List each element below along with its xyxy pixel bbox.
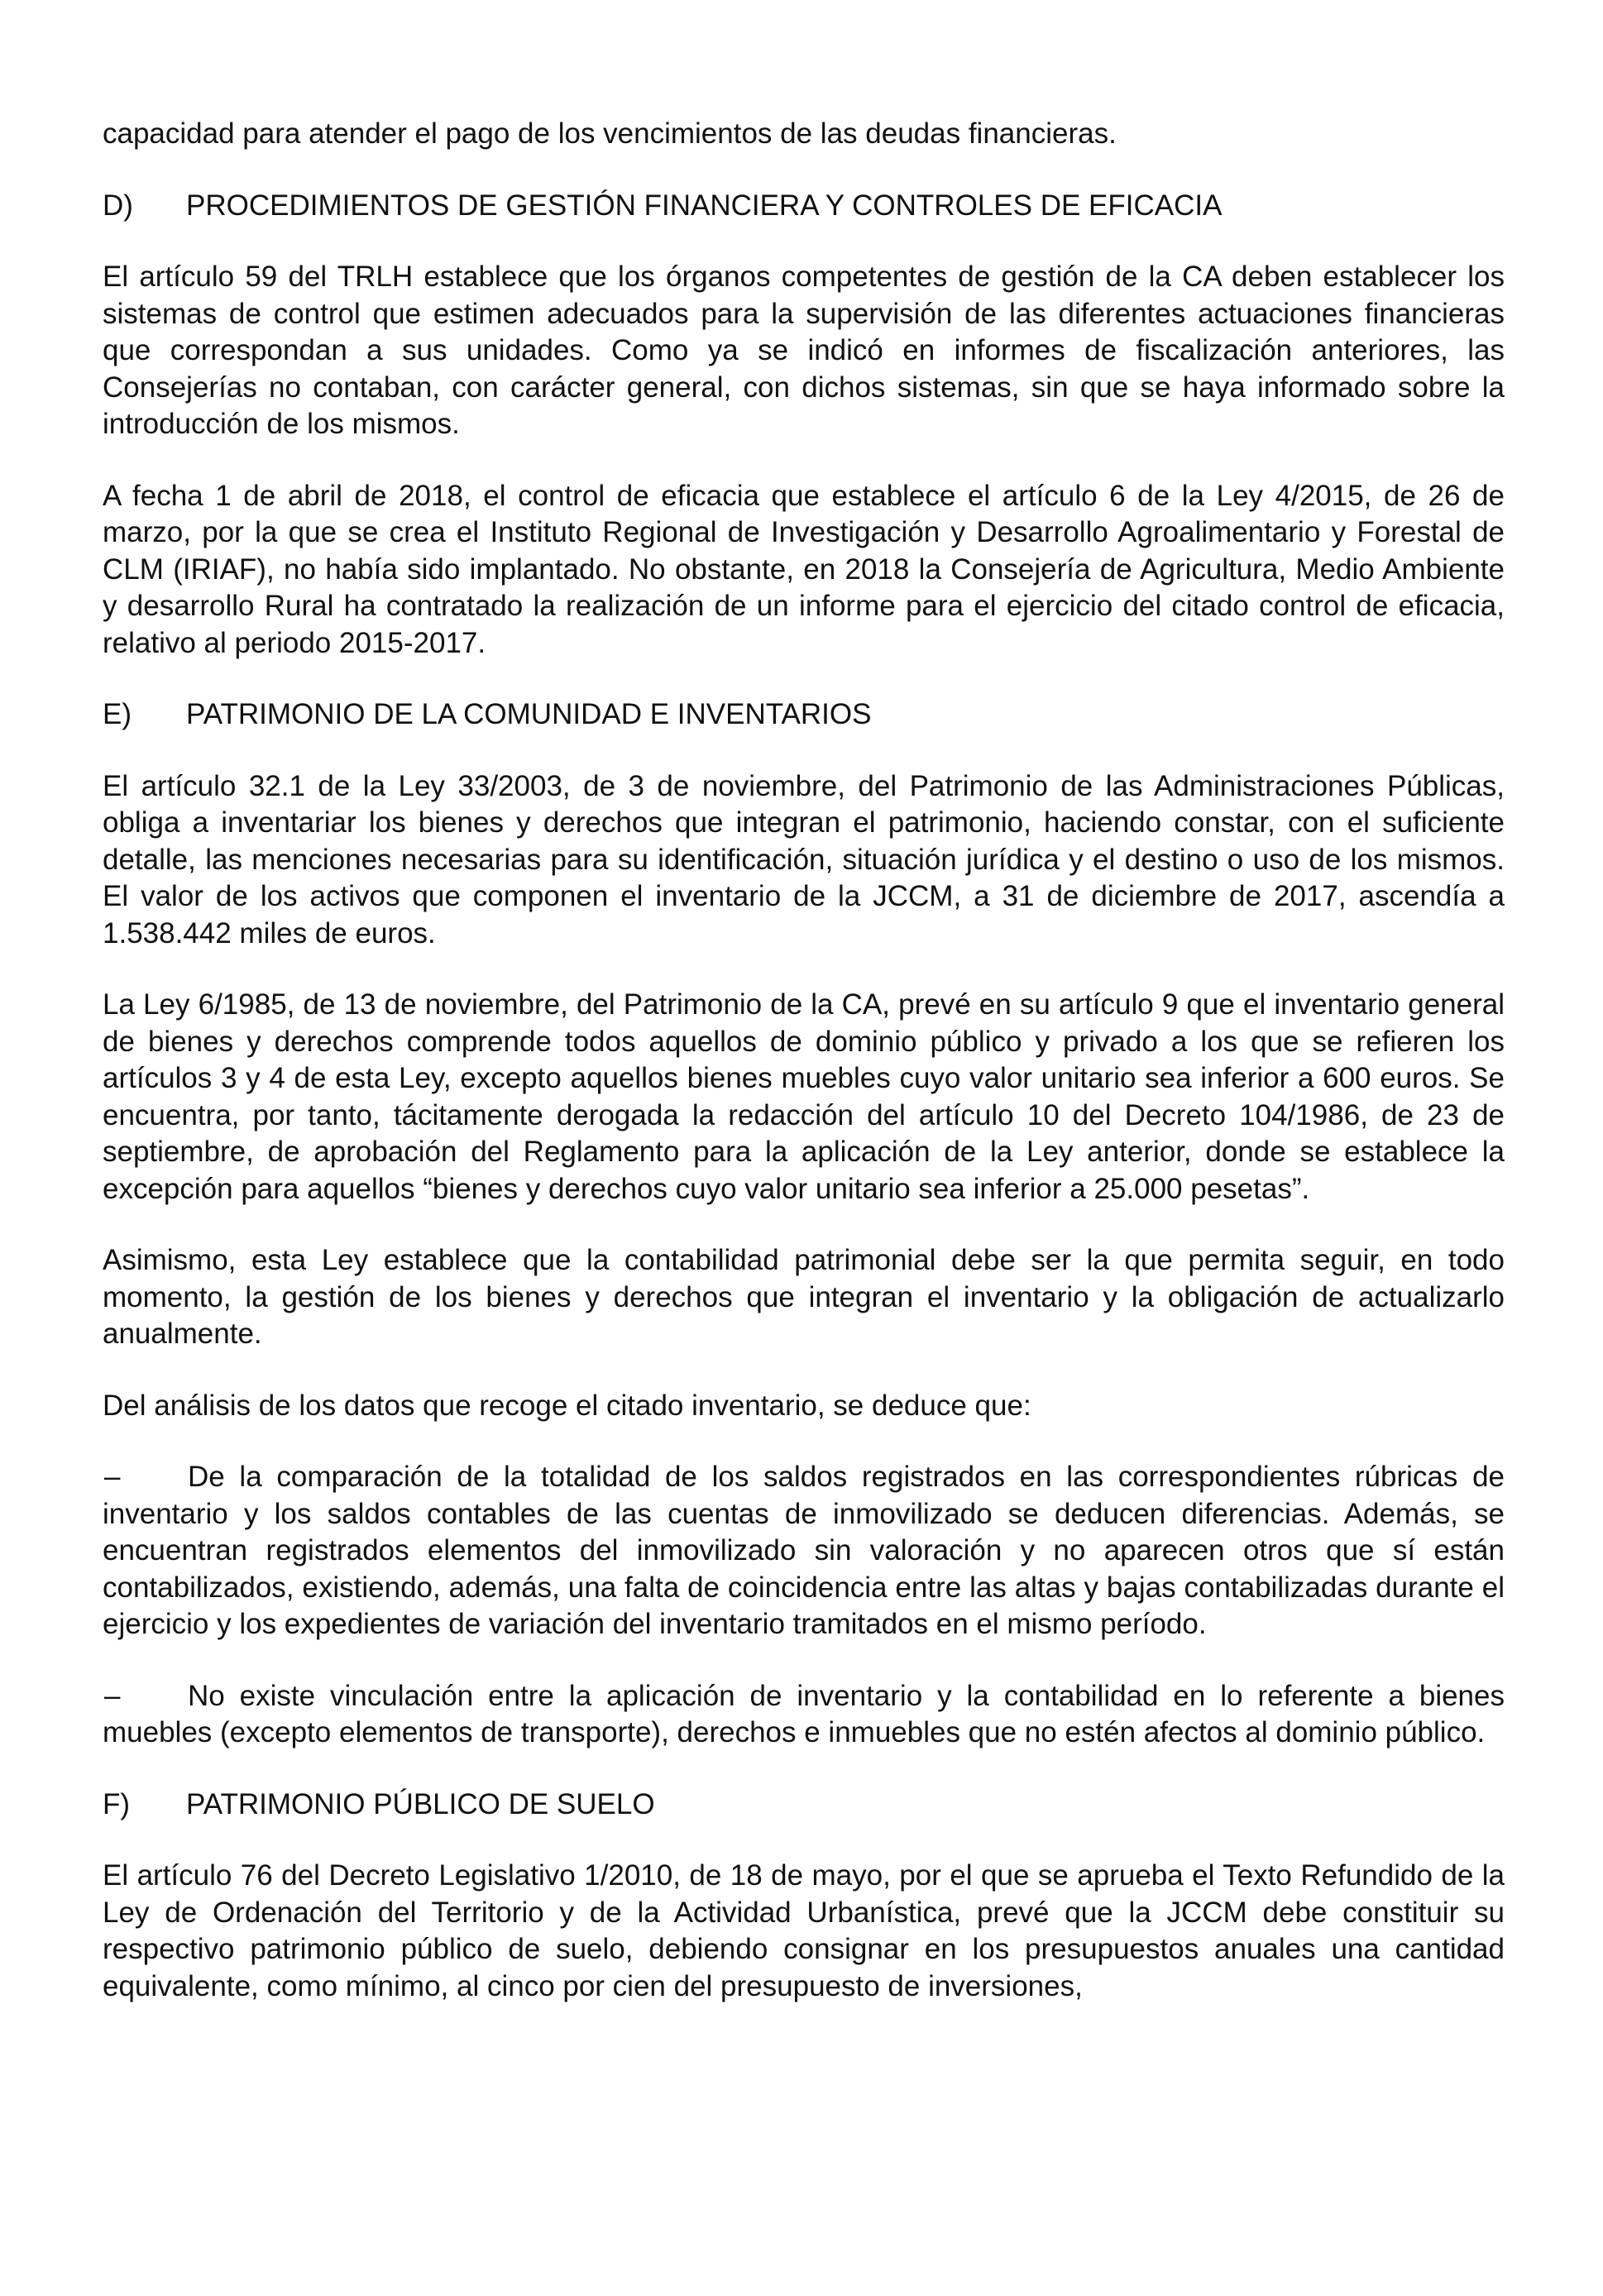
paragraph: La Ley 6/1985, de 13 de noviembre, del Patrimonio de la CA, prevé en su artículo 9 que el inventario general de bienes y derechos comprende todos aquellos de dominio público y privado a los que se refieren los artículos 3 y 4 de esta Ley, excepto aquellos bienes muebles cuyo valor unitario sea inferior a 600 euros. Se encuentra, por tanto, tácitamente derogada la redacción del artículo 10 del Decreto 104/1986, de 23 de septiembre, de aprobación del Reglamento para la aplicación de la Ley anterior, donde se establece la excepción para aquellos “bienes y derechos cuyo valor unitario sea inferior a 25.000 pesetas”.	[103, 988, 1505, 1205]
dash-bullet-icon: –	[104, 1679, 121, 1712]
paragraph: Del análisis de los datos que recoge el citado inventario, se deduce que:	[103, 1389, 1031, 1422]
section-letter: E)	[103, 698, 132, 730]
paragraph: Asimismo, esta Ley establece que la contabilidad patrimonial debe ser la que permita seguir, en todo momento, la gestión de los bienes y derechos que integran el inventario y la obligación de actualizarlo anualmente.	[103, 1244, 1505, 1350]
document-page	[103, 116, 1505, 2040]
section-title: PATRIMONIO DE LA COMUNIDAD E INVENTARIOS	[186, 698, 872, 730]
dash-bullet-icon: –	[104, 1461, 121, 1493]
paragraph: El artículo 59 del TRLH establece que los órganos competentes de gestión de la CA deben establecer los sistemas de control que estimen adecuados para la supervisión de las diferentes actuaciones financieras que correspondan a sus unidades. Como ya se indicó en informes de fiscalización anteriores, las Consejerías no contaban, con carácter general, con dichos sistemas, sin que se haya informado sobre la introducción de los mismos.	[103, 261, 1505, 440]
bullet-item	[103, 1459, 1505, 1643]
paragraph: A fecha 1 de abril de 2018, el control de eficacia que establece el artículo 6 de la Ley 4/2015, de 26 de marzo, por la que se crea el Instituto Regional de Investigación y Desarrollo Agroalimentario y Forestal de CLM (IRIAF), no había sido implantado. No obstante, en 2018 la Consejería de Agricultura, Medio Ambiente y desarrollo Rural ha contratado la realización de un informe para el ejercicio del citado control de eficacia, relativo al periodo 2015-2017.	[103, 479, 1505, 659]
section-title: PATRIMONIO PÚBLICO DE SUELO	[186, 1787, 655, 1820]
section-heading-f	[103, 1787, 1505, 1824]
section-heading-e	[103, 696, 1505, 734]
bullet-item	[103, 1678, 1505, 1752]
section-letter: F)	[103, 1787, 131, 1820]
section-letter: D)	[103, 189, 133, 222]
paragraph: El artículo 76 del Decreto Legislativo 1/2010, de 18 de mayo, por el que se aprueba el Texto Refundido de la Ley de Ordenación del Territorio y de la Actividad Urbanística, prevé que la JCCM debe constituir su respectivo patrimonio público de suelo, debiendo consignar en los presupuestos anuales una cantidad equivalente, como mínimo, al cinco por cien del presupuesto de inversiones,	[103, 1859, 1505, 2002]
bullet-text: De la comparación de la totalidad de los saldos registrados en las correspondientes rúbricas de inventario y los saldos contables de las cuentas de inmovilizado se deducen diferencias. Además, se encuentran registrados elementos del inmovilizado sin valoración y no aparecen otros que sí están contabilizados, existiendo, además, una falta de coincidencia entre las altas y bajas contabilizadas durante el ejercicio y los expedientes de variación del inventario tramitados en el mismo período.	[103, 1461, 1505, 1640]
section-title: PROCEDIMIENTOS DE GESTIÓN FINANCIERA Y CONTROLES DE EFICACIA	[186, 189, 1223, 222]
paragraph: El artículo 32.1 de la Ley 33/2003, de 3 de noviembre, del Patrimonio de las Administraciones Públicas, obliga a inventariar los bienes y derechos que integran el patrimonio, haciendo constar, con el suficiente detalle, las menciones necesarias para su identificación, situación jurídica y el destino o uso de los mismos. El valor de los activos que componen el inventario de la JCCM, a 31 de diciembre de 2017, ascendía a 1.538.442 miles de euros.	[103, 769, 1505, 949]
section-heading-d	[103, 188, 1505, 225]
bullet-text: No existe vinculación entre la aplicación de inventario y la contabilidad en lo referente a bienes muebles (excepto elementos de transporte), derechos e inmuebles que no estén afectos al dominio público.	[103, 1679, 1505, 1748]
paragraph-continuation: capacidad para atender el pago de los vencimientos de las deudas financieras.	[103, 117, 1117, 150]
